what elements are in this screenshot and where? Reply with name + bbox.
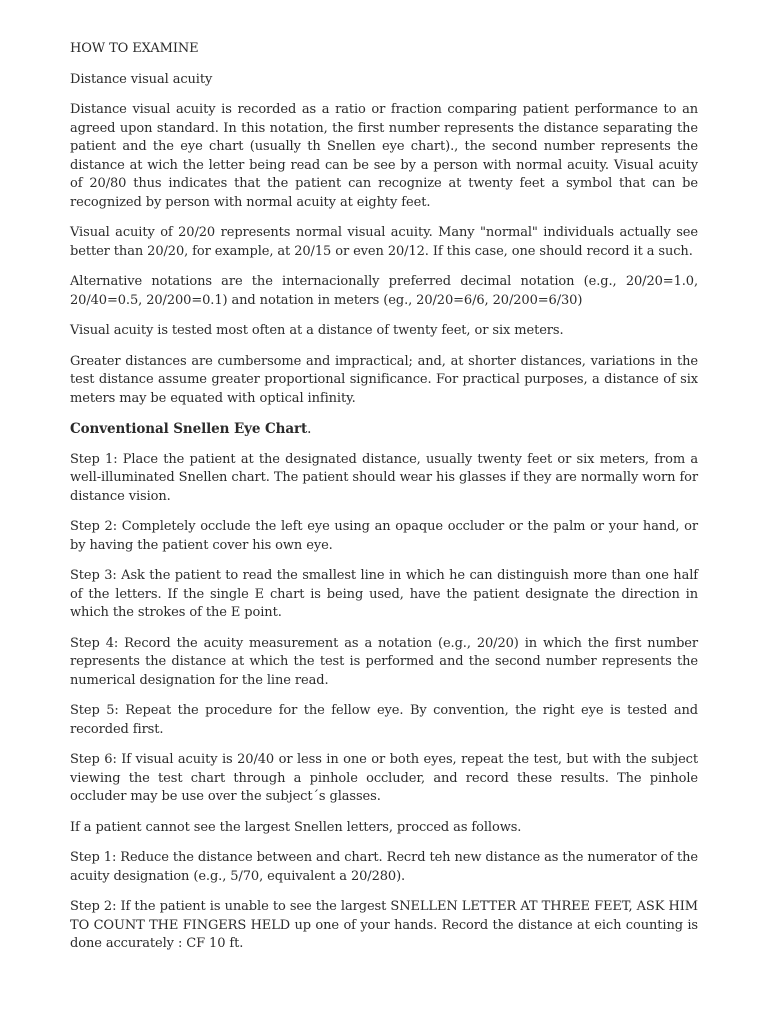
fallback-step-paragraph: Step 2: If the patient is unable to see the largest SNELLEN LETTER AT THREE FEET, ASK HIM TO COUNT THE FINGERS HELD up one of your hands. Record the distance at eich counting is done accurately : CF 10 ft. (70, 899, 698, 951)
step-paragraph: Step 1: Place the patient at the designated distance, usually twenty feet or six meters, from a well-illuminated Snellen chart. The patient should wear his glasses if they are normally worn for distance vision. (70, 451, 698, 504)
intro-paragraph: Alternative notations are the internacionally preferred decimal notation (e.g., 20/20=1.0, 20/40=0.5, 20/200=0.1) and notation in meters (eg., 20/20=6/6, 20/200=6/30) (70, 274, 698, 308)
step-paragraph: Step 4: Record the acuity measurement as a notation (e.g., 20/20) in which the first number represents the distance at which the test is performed and the second number represents the numerical designation for the line read. (70, 635, 698, 688)
step-paragraph: Step 3: Ask the patient to read the smallest line in which he can distinguish more than one half of the letters. If the single E chart is being used, have the patient designate the direction in which the strokes of the E point. (70, 568, 698, 620)
fallback-intro: If a patient cannot see the largest Snellen letters, procced as follows. (70, 819, 522, 835)
intro-paragraph: Visual acuity is tested most often at a distance of twenty feet, or six meters. (70, 323, 564, 338)
document-subheading: Distance visual acuity (70, 71, 213, 87)
step-paragraph: Step 2: Completely occlude the left eye using an opaque occluder or the palm or your hand, or by having the patient cover his own eye. (70, 519, 698, 553)
intro-paragraph: Distance visual acuity is recorded as a ratio or fraction comparing patient performance to an agreed upon standard. In this notation, the first number represents the distance separating the patient and the eye chart (usually th Snellen eye chart)., the second number represents the distance at wich the letter being read can be see by a person with normal acuity. Visual acuity of 20/80 thus indicates that the patient can recognize at twenty feet a symbol that can be recognized by person with normal acuity at eighty feet. (70, 102, 698, 210)
section-title (70, 420, 698, 439)
fallback-step-paragraph: Step 1: Reduce the distance between and chart. Recrd teh new distance as the numerator of the acuity designation (e.g., 5/70, equivalent a 20/280). (70, 850, 698, 884)
section-title-suffix: . (307, 421, 312, 437)
document-heading: HOW TO EXAMINE (70, 41, 199, 56)
step-paragraph: Step 5: Repeat the procedure for the fellow eye. By convention, the right eye is tested and recorded first. (70, 703, 698, 737)
section-title-text: Conventional Snellen Eye Chart (70, 421, 308, 437)
intro-paragraph: Greater distances are cumbersome and impractical; and, at shorter distances, variations in the test distance assume greater proportional significance. For practical purposes, a distance of six meters may be equated with optical infinity. (70, 353, 698, 406)
step-paragraph: Step 6: If visual acuity is 20/40 or less in one or both eyes, repeat the test, but with the subject viewing the test chart through a pinhole occluder, and record these results. The pinhole occluder may be use over the subject´s glasses. (70, 752, 698, 804)
document-page (70, 40, 698, 966)
intro-paragraph: Visual acuity of 20/20 represents normal visual acuity. Many "normal" individuals actually see better than 20/20, for example, at 20/15 or even 20/12. If this case, one should record it a such. (70, 225, 698, 259)
